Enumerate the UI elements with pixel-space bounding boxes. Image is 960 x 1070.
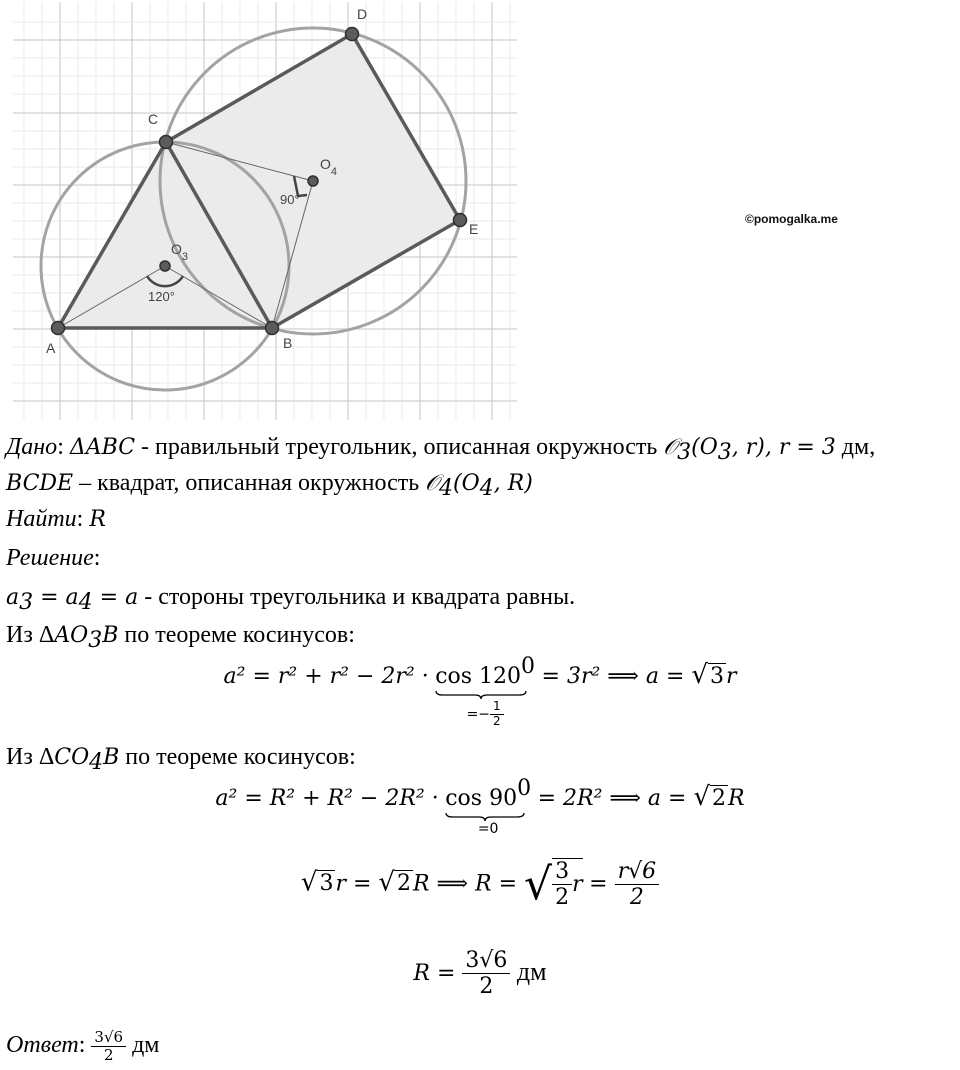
given-unit: дм [841,434,870,460]
label-e: E [469,221,479,237]
find-line: Найти: R [6,506,106,532]
answer-label: Ответ [6,1032,79,1058]
label-b: B [283,335,293,351]
point-o3 [160,261,170,271]
label-a: A [46,340,56,356]
given-square: BCDE [6,471,74,496]
watermark: ©pomogalka.me [745,212,838,226]
point-o4 [308,176,318,186]
label-o4: $O_4$ [320,156,338,178]
find-value: R [89,507,106,532]
angle-label-o4: 90° [280,192,300,207]
underbrace-cos90: $\cos 90^0$ =0 [445,776,532,837]
geometry-figure [0,0,520,425]
point-c [160,136,173,149]
equation-1: $a^2 = r^2 + r^2 - 2r^2 \cdot \cos 120^0$ =− $\frac{1}{2}$ = 3r² ⟹ a = √3r [223,654,737,728]
equation-4: R = $\frac{3√6}{2}$ дм [413,948,547,1000]
solution-line-1: $a_3 = a_4 = a$ - стороны треугольника и квадрата равны. [6,584,576,615]
point-d [346,28,359,41]
given-line-2: BCDE – квадрат, описанная окружность $𝒪_4(O_4$, R) [6,470,533,501]
solution-line-2: Из $\Delta AO_3B$ по теореме косинусов: [6,622,355,653]
point-b [266,322,279,335]
solution-line-3: Из $\Delta CO_4B$ по теореме косинусов: [6,744,356,775]
angle-label-o3: 120° [148,289,175,304]
equation-2: $a^2 = R^2 + R^2 - 2R^2 \cdot \cos 90^0$ =0 = 2R² ⟹ a = √2R [215,776,745,837]
point-a [52,322,65,335]
answer-unit: дм [132,1032,160,1058]
given-triangle: ΔABC [69,435,136,460]
solution-label: Решение [6,545,94,571]
point-e [454,214,467,227]
circle-symbol-1: 𝒪 [663,435,678,460]
given-text-1: - правильный треугольник, описанная окружность [135,434,664,460]
find-label: Найти [6,506,77,532]
solution-label-line: Решение: [6,545,101,571]
equation-3: √3r = √2R ⟹ R = √ $\frac{3}{2}$ r = $\frac{r√6}{2}$ [0,858,960,911]
given-line-1: Дано: ΔABC - правильный треугольник, описанная окружность $𝒪_3(O_3$, r), r = 3 дм, [6,434,876,465]
answer-line: Ответ: $\frac{3√6}{2}$ дм [6,1027,160,1064]
label-d: D [357,6,368,22]
given-label: Дано [6,434,58,460]
label-o3: $O_3$ [171,241,189,263]
label-c: C [148,111,159,127]
underbrace-cos120: $\cos 120^0$ =− $\frac{1}{2}$ [435,654,536,728]
